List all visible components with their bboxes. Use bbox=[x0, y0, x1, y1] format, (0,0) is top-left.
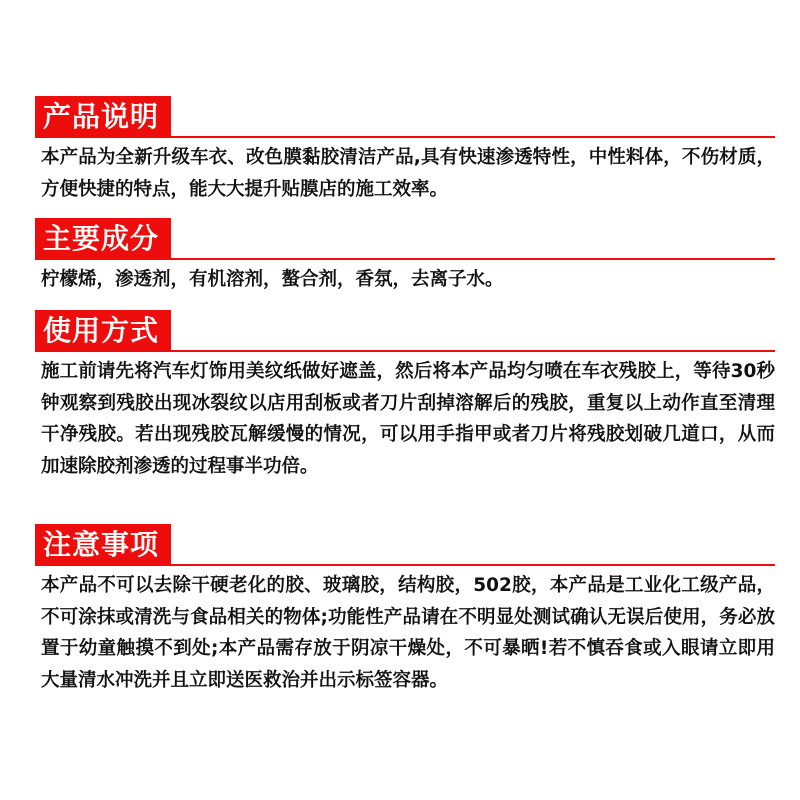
section-main-ingredients bbox=[35, 218, 775, 296]
section-body: 本产品为全新升级车衣、改色膜黏胶清洁产品,具有快速渗透特性，中性料体，不伤材质，方便快捷的特点，能大大提升贴膜店的施工效率。 bbox=[41, 147, 775, 200]
section-precautions bbox=[35, 524, 775, 696]
section-heading: 使用方式 bbox=[35, 310, 171, 352]
section-header bbox=[35, 218, 775, 260]
section-header bbox=[35, 310, 775, 352]
heading-underline bbox=[35, 564, 775, 566]
section-body: 施工前请先将汽车灯饰用美纹纸做好遮盖，然后将本产品均匀喷在车衣残胶上，等待30秒钟观察到残胶出现冰裂纹以店用刮板或者刀片刮掉溶解后的残胶，重复以上动作直至清理干净残胶。若出现残胶瓦解缓慢的情况，可以用手指甲或者刀片将残胶划破几道口，从而加速除胶剂渗透的过程事半功倍。 bbox=[41, 361, 775, 477]
section-product-description bbox=[35, 96, 775, 205]
section-usage bbox=[35, 310, 775, 482]
heading-underline bbox=[35, 350, 775, 352]
section-heading: 注意事项 bbox=[35, 524, 171, 566]
section-header bbox=[35, 524, 775, 566]
heading-underline bbox=[35, 136, 775, 138]
heading-underline bbox=[35, 258, 775, 260]
section-header bbox=[35, 96, 775, 138]
section-heading: 主要成分 bbox=[35, 218, 171, 260]
section-heading: 产品说明 bbox=[35, 96, 171, 138]
section-body: 柠檬烯，渗透剂，有机溶剂，螯合剂，香氛，去离子水。 bbox=[41, 269, 504, 290]
section-body: 本产品不可以去除干硬老化的胶、玻璃胶，结构胶，502胶，本产品是工业化工级产品，不可涂抹或清洗与食品相关的物体;功能性产品请在不明显处测试确认无误后使用，务必放置于幼童触摸不到处;本产品需存放于阴凉干燥处，不可暴晒!若不慎吞食或入眼请立即用大量清水冲洗并且立即送医救治并出示标签容器。 bbox=[41, 575, 775, 691]
